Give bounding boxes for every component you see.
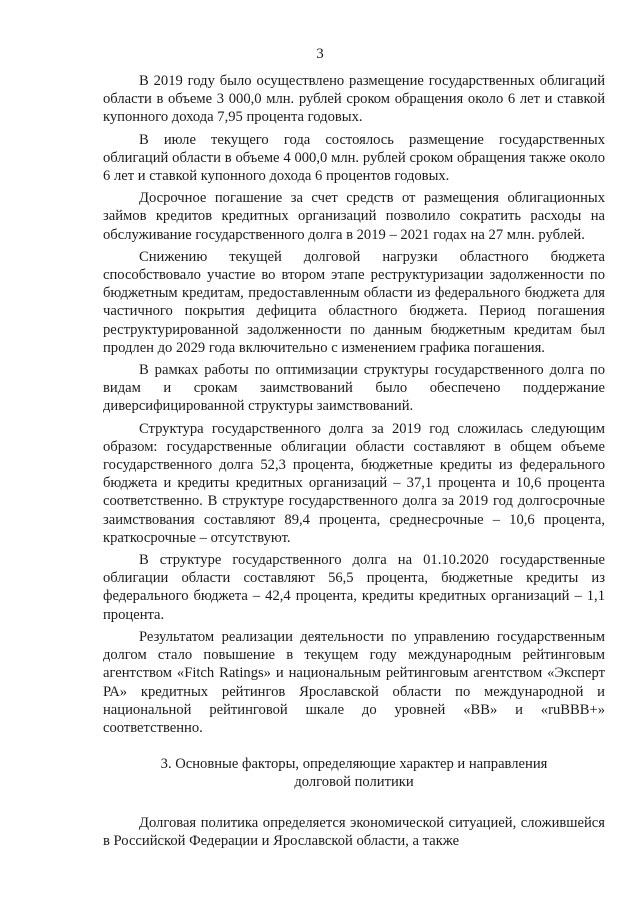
section-heading-line-2: долговой политики bbox=[294, 774, 414, 791]
section-heading-line-1: 3. Основные факторы, определяющие характер и направления bbox=[160, 756, 548, 773]
paragraph-debt-structure-2020: В структуре государственного долга на 01.10.2020 государственные облигации области составляют 56,5 процента, бюджетные кредиты из федерального бюджета – 42,4 процента, кредиты кредитных организаций – 1,1 процента. bbox=[103, 552, 605, 623]
paragraph-ratings: Результатом реализации деятельности по управлению государственным долгом стало повышение в текущем году международным рейтинговым агентством «Fitch Ratings» и национальным рейтинговым агентством «Эксперт РА» кредитных рейтингов Ярославской области по международной и национальной рейтинговой шкале до уровней «BB» и «ruBBB+» соответственно. bbox=[103, 628, 605, 736]
paragraph-optimization: В рамках работы по оптимизации структуры государственного долга по видам и срокам заимствований было обеспечено поддержание диверсифицированной структуры заимствований. bbox=[103, 362, 605, 415]
paragraph-debt-policy: Долговая политика определяется экономической ситуацией, сложившейся в Российской Федерации и Ярославской области, а также bbox=[103, 814, 605, 849]
section-heading bbox=[103, 755, 605, 791]
paragraph-bonds-2019: В 2019 году было осуществлено размещение государственных облигаций области в объеме 3 000,0 млн. рублей сроком обращения около 6 лет и ставкой купонного дохода 7,95 процента годовых. bbox=[103, 73, 605, 126]
paragraph-restructuring: Снижению текущей долговой нагрузки областного бюджета способствовало участие во втором этапе реструктуризации задолженности по бюджетным кредитам, предоставленным области из федерального бюджета для частичного покрытия дефицита областного бюджета. Период погашения реструктурированной задолженности по данным бюджетным кредитам был продлен до 2029 года включительно с изменением графика погашения. bbox=[103, 248, 605, 356]
document-body bbox=[103, 72, 605, 854]
page-number: 3 bbox=[316, 46, 324, 62]
paragraph-debt-structure-2019: Структура государственного долга за 2019 год сложилась следующим образом: государственные облигации области составляют в общем объеме государственного долга 52,3 процента, бюджетные кредиты из федерального бюджета и кредиты кредитных организаций – 37,1 процента и 10,6 процента соответственно. В структуре государственного долга за 2019 год долгосрочные заимствования составляют 89,4 процента, среднесрочные – 10,6 процента, краткосрочные – отсутствуют. bbox=[103, 420, 605, 546]
paragraph-early-repayment: Досрочное погашение за счет средств от размещения облигационных займов кредитов кредитных организаций позволило сократить расходы на обслуживание государственного долга в 2019 – 2021 годах на 27 млн. рублей. bbox=[103, 190, 605, 243]
paragraph-bonds-july: В июле текущего года состоялось размещение государственных облигаций области в объеме 4 000,0 млн. рублей сроком обращения также около 6 лет и ставкой купонного дохода 6 процентов годовых. bbox=[103, 131, 605, 185]
